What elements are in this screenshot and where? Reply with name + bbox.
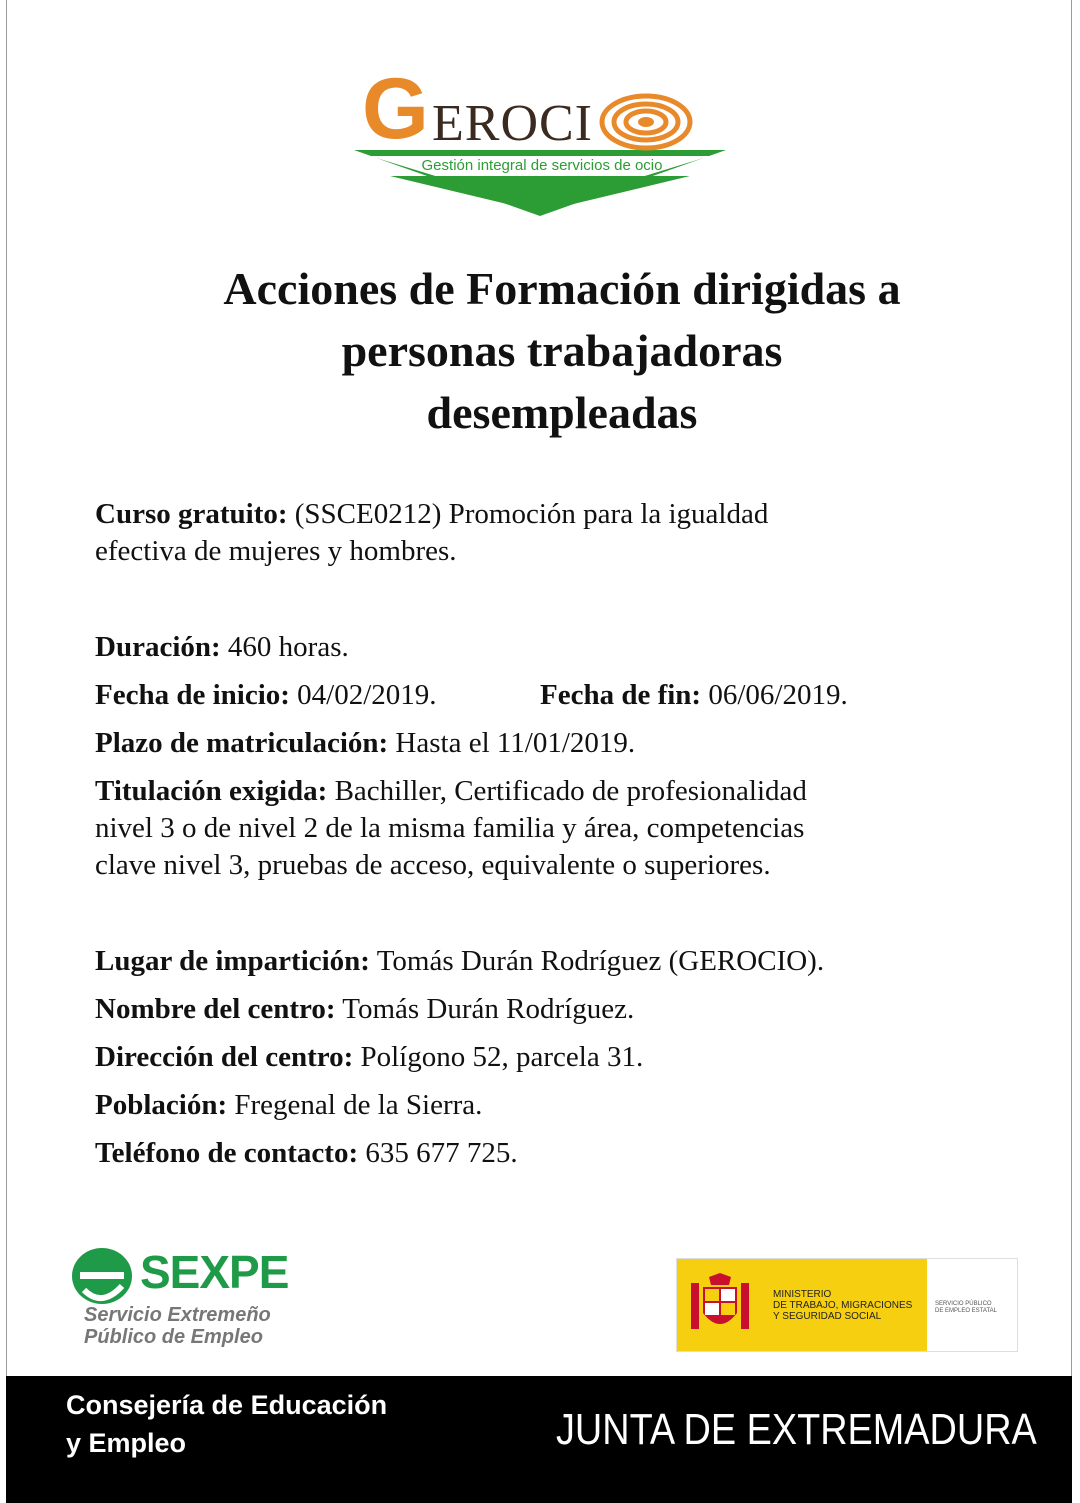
enrollment-value: Hasta el 11/01/2019. [388, 727, 636, 759]
center-address-row [95, 1039, 643, 1076]
qualification-block [95, 773, 995, 884]
end-date-label: Fecha de fin: [540, 679, 702, 711]
ministry-logo [676, 1258, 1018, 1352]
logo-brand-text: EROCI [432, 95, 593, 152]
qualification-value-1: Bachiller, Certificado de profesionalidad [327, 775, 807, 807]
footer-bar [6, 1376, 1072, 1503]
ministry-line-1: MINISTERIO [773, 1289, 832, 1300]
footer-department-1: Consejería de Educación [66, 1390, 388, 1420]
start-date-label: Fecha de inicio: [95, 679, 290, 711]
place-row [95, 943, 824, 980]
enrollment-label: Plazo de matriculación: [95, 727, 389, 759]
center-address-label: Dirección del centro: [95, 1041, 354, 1073]
qualification-value-2: nivel 3 o de nivel 2 de la misma familia y área, competencias [95, 812, 805, 844]
duration-label: Duración: [95, 631, 221, 663]
title-line-2: personas trabajadoras [341, 325, 783, 376]
ministry-name [773, 1289, 923, 1322]
course-label: Curso gratuito: [95, 498, 288, 530]
duration-value: 460 horas. [220, 631, 349, 663]
page-title [60, 258, 1064, 444]
phone-label: Teléfono de contacto: [95, 1137, 359, 1169]
logo-tagline: Gestión integral de servicios de ocio [421, 157, 663, 174]
coat-of-arms-icon [687, 1273, 753, 1339]
title-line-1: Acciones de Formación dirigidas a [223, 263, 901, 314]
sepe-line-2: DE EMPLEO ESTATAL [935, 1308, 998, 1314]
footer-government: JUNTA DE EXTREMADURA [556, 1405, 1037, 1454]
qualification-label: Titulación exigida: [95, 775, 328, 807]
sexpe-subtitle [84, 1304, 344, 1348]
sexpe-logo [70, 1240, 330, 1360]
footer-department-2: y Empleo [66, 1428, 187, 1458]
title-line-3: desempleadas [426, 387, 698, 438]
course-block [95, 496, 995, 570]
ministry-yellow-band [677, 1259, 927, 1351]
start-date-value: 04/02/2019. [289, 679, 437, 711]
phone-value: 635 677 725. [358, 1137, 518, 1169]
center-address-value: Polígono 52, parcela 31. [353, 1041, 644, 1073]
ministry-line-2: DE TRABAJO, MIGRACIONES [773, 1300, 913, 1311]
sexpe-subtitle-1: Servicio Extremeño [84, 1304, 271, 1326]
place-label: Lugar de impartición: [95, 945, 370, 977]
place-value: Tomás Durán Rodríguez (GEROCIO). [369, 945, 825, 977]
sepe-name [935, 1301, 1019, 1315]
center-name-row [95, 991, 634, 1028]
course-value-1: (SSCE0212) Promoción para la igualdad [287, 498, 769, 530]
course-value-2: efectiva de mujeres y hombres. [95, 535, 457, 567]
sexpe-e-icon [70, 1246, 134, 1306]
sexpe-subtitle-2: Público de Empleo [84, 1326, 263, 1348]
town-value: Fregenal de la Sierra. [227, 1089, 483, 1121]
duration-row [95, 629, 349, 666]
gerocio-logo [350, 58, 730, 218]
town-label: Población: [95, 1089, 228, 1121]
spiral-icon [598, 92, 694, 152]
phone-row [95, 1135, 518, 1172]
town-row [95, 1087, 482, 1124]
footer-department [66, 1386, 446, 1462]
end-date-value: 06/06/2019. [701, 679, 848, 711]
sepe-line-1: SERVICIO PÚBLICO [935, 1301, 992, 1307]
enrollment-row [95, 725, 635, 762]
start-date-row [95, 677, 437, 714]
end-date-row [540, 677, 848, 714]
sexpe-name: SEXPE [140, 1246, 289, 1298]
center-name-label: Nombre del centro: [95, 993, 336, 1025]
center-name-value: Tomás Durán Rodríguez. [335, 993, 635, 1025]
logo-letter-g: G [362, 61, 429, 157]
ministry-line-3: Y SEGURIDAD SOCIAL [773, 1311, 882, 1322]
qualification-value-3: clave nivel 3, pruebas de acceso, equivalente o superiores. [95, 849, 771, 881]
